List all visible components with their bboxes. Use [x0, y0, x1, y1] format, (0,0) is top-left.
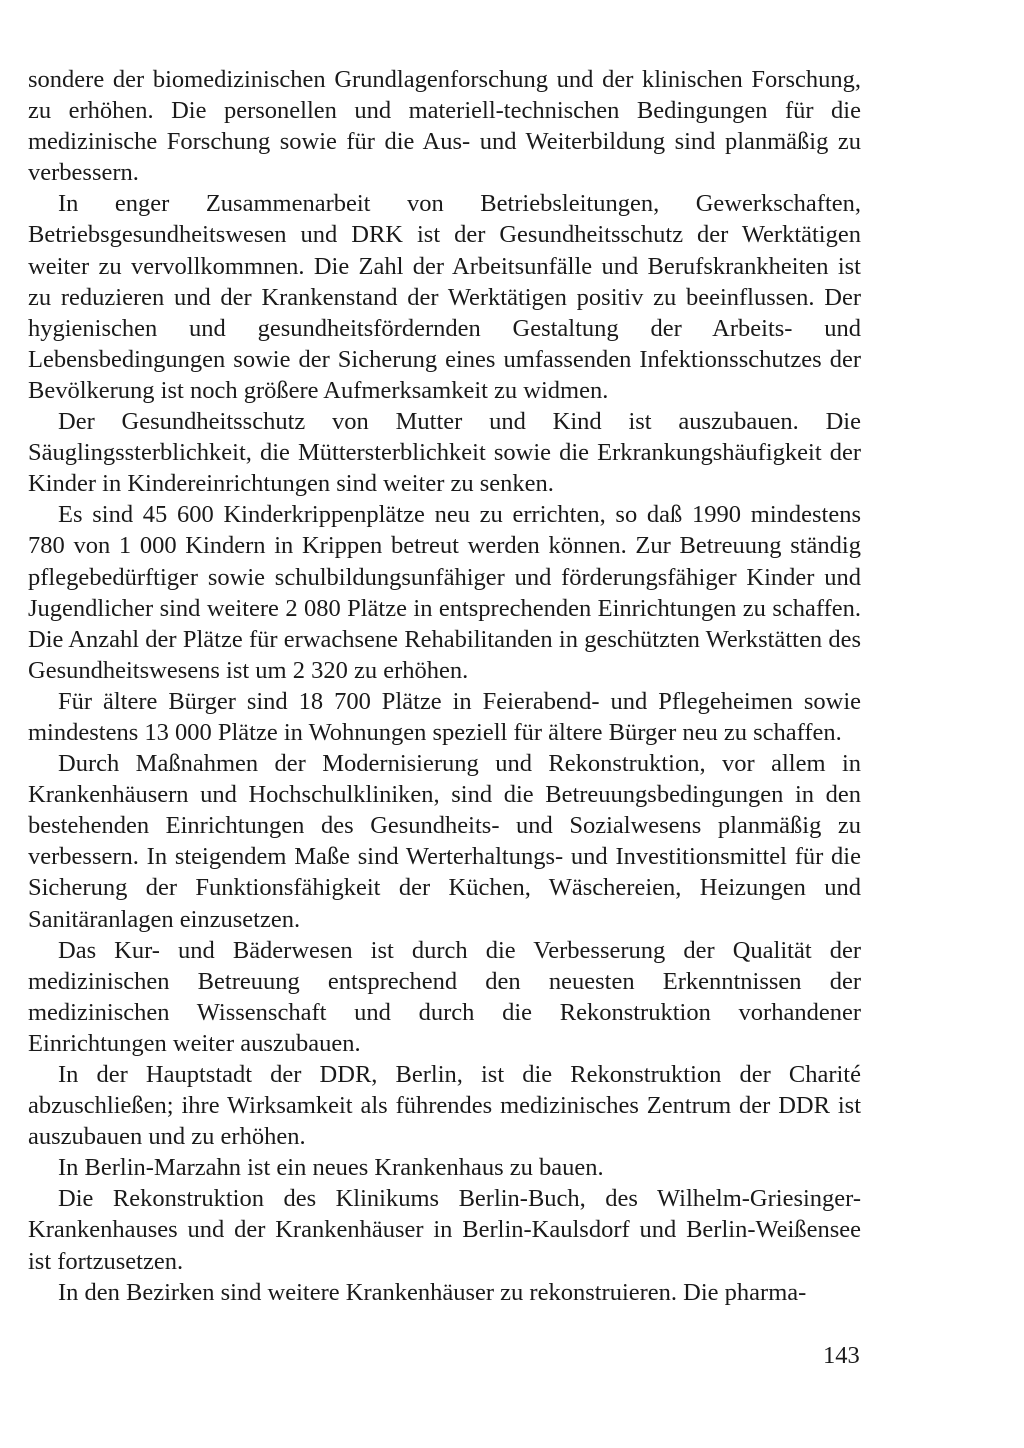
body-text — [28, 64, 861, 1308]
paragraph-10: Die Rekonstruktion des Klinikums Berlin-Buch, des Wilhelm-Griesinger-Krankenhauses und der Krankenhäuser in Berlin-Kaulsdorf und Berlin-Weißensee ist fortzusetzen. — [28, 1185, 861, 1275]
paragraph-8: In der Hauptstadt der DDR, Berlin, ist die Rekonstruktion der Charité abzuschließen; ihre Wirksamkeit als führendes medizinisches Zentrum der DDR ist auszubauen und zu erhöhen. — [28, 1061, 861, 1151]
paragraph-6: Durch Maßnahmen der Modernisierung und Rekonstruktion, vor allem in Krankenhäusern und Hochschulkliniken, sind die Betreuungsbedingungen in den bestehenden Einrichtungen des Gesundheits- und Sozialwesens planmäßig zu verbessern. In steigendem Maße sind Werterhaltungs- und Investitionsmittel für die Sicherung der Funktionsfähigkeit der Küchen, Wäschereien, Heizungen und Sanitäranlagen einzusetzen. — [28, 750, 861, 933]
paragraph-7: Das Kur- und Bäderwesen ist durch die Verbesserung der Qualität der medizinischen Betreuung entsprechend den neuesten Erkenntnissen der medizinischen Wissenschaft und durch die Rekonstruktion vorhandener Einrichtungen weiter auszubauen. — [28, 936, 861, 1057]
paragraph-2: In enger Zusammenarbeit von Betriebsleitungen, Gewerkschaften, Betriebsgesundheitswesen und DRK ist der Gesundheitsschutz der Werktätigen weiter zu vervollkommnen. Die Zahl der Arbeitsunfälle und Berufskrankheiten ist zu reduzieren und der Krankenstand der Werktätigen positiv zu beeinflussen. Der hygienischen und gesundheitsfördernden Gestaltung der Arbeits- und Lebensbedingungen sowie der Sicherung eines umfassenden Infektionsschutzes der Bevölkerung ist noch größere Aufmerksamkeit zu widmen. — [28, 190, 861, 404]
paragraph-5: Für ältere Bürger sind 18 700 Plätze in Feierabend- und Pflegeheimen sowie mindestens 13 000 Plätze in Wohnungen speziell für ältere Bürger neu zu schaffen. — [28, 687, 861, 746]
page-number: 143 — [823, 1342, 860, 1369]
paragraph-3: Der Gesundheitsschutz von Mutter und Kind ist auszubauen. Die Säuglingssterblichkeit, die Müttersterblichkeit sowie die Erkrankungshäufigkeit der Kinder in Kindereinrichtungen sind weiter zu senken. — [28, 408, 861, 498]
paragraph-9: In Berlin-Marzahn ist ein neues Krankenhaus zu bauen. — [58, 1154, 604, 1182]
paragraph-1: sondere der biomedizinischen Grundlagenforschung und der klinischen Forschung, zu erhöhen. Die personellen und materiell-technischen Bedingungen für die medizinische Forschung sowie für die Aus- und Weiterbildung sind planmäßig zu verbessern. — [28, 66, 861, 187]
paragraph-11: In den Bezirken sind weitere Krankenhäuser zu rekonstruieren. Die pharma- — [58, 1278, 807, 1306]
paragraph-4: Es sind 45 600 Kinderkrippenplätze neu zu errichten, so daß 1990 mindestens 780 von 1 000 Kindern in Krippen betreut werden können. Zur Betreuung ständig pflegebedürftiger sowie schulbildungsunfähiger und förderungsfähiger Kinder und Jugendlicher sind weitere 2 080 Plätze in entsprechenden Einrichtungen zu schaffen. Die Anzahl der Plätze für erwachsene Rehabilitanden in geschützten Werkstätten des Gesundheitswesens ist um 2 320 zu erhöhen. — [28, 501, 861, 684]
